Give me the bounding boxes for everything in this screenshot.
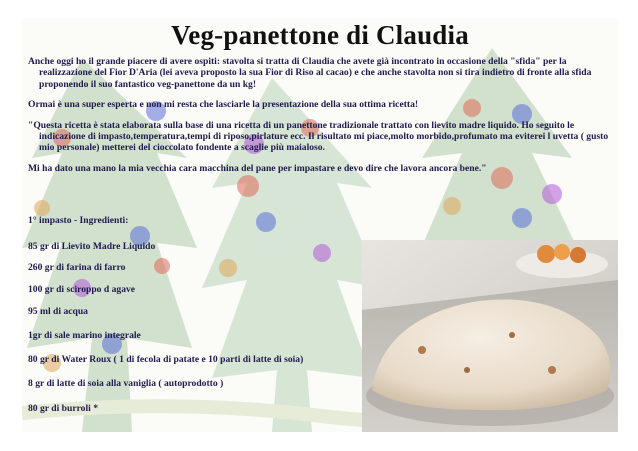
ingredient-item: 80 gr di Water Roux ( 1 di fecola di patate e 10 parti di latte di soia) [28, 354, 304, 365]
bauble [34, 200, 50, 216]
slide [22, 18, 618, 432]
ingredient-item: 8 gr di latte di soia alla vaniglia ( autoprodotto ) [28, 378, 224, 389]
paragraph-presentation: Ormai è una super esperta e non mi resta che lasciarle la presentazione della sua ottima ricetta! [28, 99, 419, 111]
ingredient-item: 260 gr di farina di farro [28, 262, 126, 273]
bauble [237, 175, 259, 197]
bauble [154, 258, 170, 274]
ingredient-item: 100 gr di sciroppo d agave [28, 284, 136, 295]
bauble [313, 244, 331, 262]
bauble [542, 184, 562, 204]
bauble [443, 197, 461, 215]
ingredient-item: 95 ml di acqua [28, 306, 88, 317]
bauble [219, 259, 237, 277]
paragraph-bread-machine: Mi ha dato una mano la mia vecchia cara macchina del pane per impastare e devo dire che lavora ancora bene." [28, 162, 487, 174]
ingredient-item: 85 gr di Lievito Madre Liquido [28, 241, 156, 252]
intro-text [28, 56, 616, 174]
ingredients-heading: 1° impasto - Ingredienti: [28, 215, 129, 226]
dough-photo-illustration [362, 240, 618, 432]
page-title: Veg-panettone di Claudia [171, 20, 469, 50]
bauble [256, 212, 276, 232]
dough-photo [362, 240, 618, 432]
ingredient-item: 1gr di sale marino integrale [28, 330, 141, 341]
bauble [512, 208, 532, 228]
ingredient-item: 80 gr di burroli * [28, 403, 99, 414]
paragraph-intro: Anche oggi ho il grande piacere di avere ospiti: stavolta si tratta di Claudia che avete già incontrato in occasione della "sfida" per la realizzazione del Fior D'Aria (lei aveva proposto la sua Fior di Riso al cacao) e che anche stavolta non si tira indietro di fronte alla sfida proponendo il suo fantastico veg-panettone da un kg! [28, 56, 592, 90]
paragraph-quote: "Questa ricetta è stata elaborata sulla base di una ricetta di un panettone tradizionale trattato con lievito madre liquido. Ho seguito le indicazione di impasto,temperatura,tempi di riposo,pirlature ecc. Il risultato mi piace,molto morbido,profumato ma eviterei l uvetta ( gusto mio personale) metterei del cioccolato fondente a scaglie più maialoso. [28, 119, 609, 154]
